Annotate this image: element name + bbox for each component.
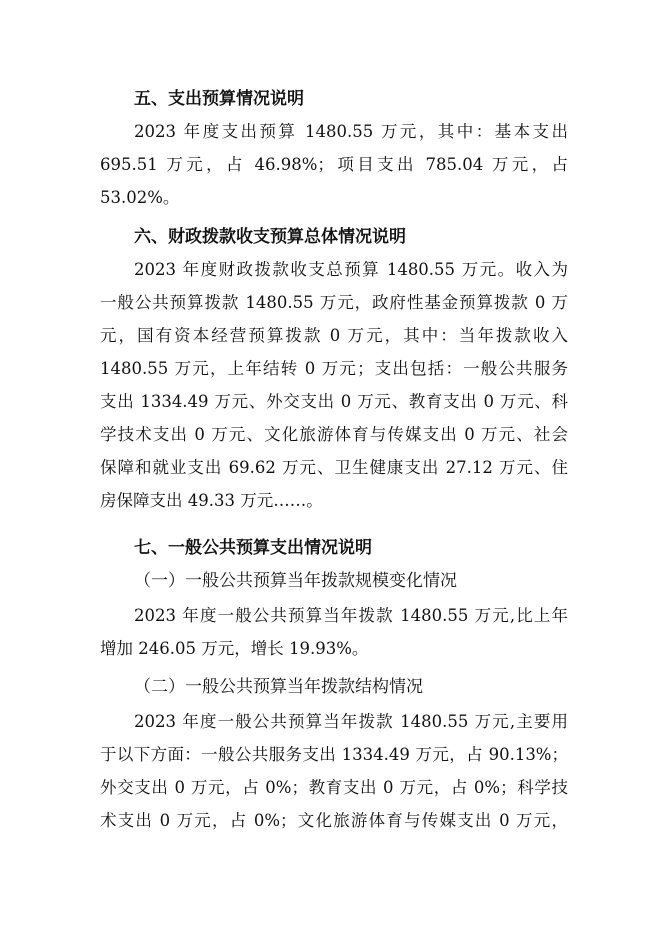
paragraph-line: 保障和就业支出 69.62 万元、卫生健康支出 27.12 万元、住 — [100, 458, 568, 477]
paragraph-line: 2023 年度一般公共预算当年拨款 1480.55 万元,比上年 — [134, 606, 568, 625]
paragraph-line: 增加 246.05 万元，增长 19.93%。 — [100, 639, 369, 658]
section-heading-fiscal-overview: 六、财政拨款收支预算总体情况说明 — [134, 227, 406, 247]
section-heading-general-budget: 七、一般公共预算支出情况说明 — [134, 538, 372, 558]
paragraph-line: 2023 年度一般公共预算当年拨款 1480.55 万元,主要用 — [134, 712, 568, 731]
paragraph-scale-change — [100, 605, 568, 671]
paragraph-line: 学技术支出 0 万元、文化旅游体育与传媒支出 0 万元、社会 — [100, 425, 568, 444]
paragraph-structure — [100, 711, 568, 843]
paragraph-line: 外交支出 0 万元，占 0%；教育支出 0 万元，占 0%；科学技 — [100, 778, 568, 797]
paragraph-line: 53.02%。 — [100, 188, 180, 207]
paragraph-line: 元，国有资本经营预算拨款 0 万元，其中：当年拨款收入 — [100, 326, 568, 345]
section-heading-budget-expenditure: 五、支出预算情况说明 — [134, 89, 304, 109]
paragraph-fiscal-overview — [100, 259, 568, 523]
paragraph-line: 1480.55 万元，上年结转 0 万元；支出包括：一般公共服务 — [100, 359, 568, 378]
paragraph-line: 2023 年度财政拨款收支总预算 1480.55 万元。收入为 — [134, 260, 568, 279]
paragraph-line: 术支出 0 万元，占 0%；文化旅游体育与传媒支出 0 万元， — [100, 811, 568, 830]
subsection-heading-scale-change: （一）一般公共预算当年拨款规模变化情况 — [134, 571, 457, 591]
paragraph-line: 房保障支出 49.33 万元……。 — [100, 491, 323, 510]
paragraph-line: 于以下方面：一般公共服务支出 1334.49 万元，占 90.13%； — [100, 745, 568, 764]
subsection-heading-structure: （二）一般公共预算当年拨款结构情况 — [134, 677, 423, 697]
paragraph-line: 695.51 万元，占 46.98%；项目支出 785.04 万元，占 — [100, 155, 568, 174]
paragraph-line: 支出 1334.49 万元、外交支出 0 万元、教育支出 0 万元、科 — [100, 392, 568, 411]
paragraph-line: 2023 年度支出预算 1480.55 万元，其中：基本支出 — [134, 122, 568, 141]
paragraph-line: 一般公共预算拨款 1480.55 万元，政府性基金预算拨款 0 万 — [100, 293, 568, 312]
paragraph-budget-expenditure — [100, 121, 568, 220]
